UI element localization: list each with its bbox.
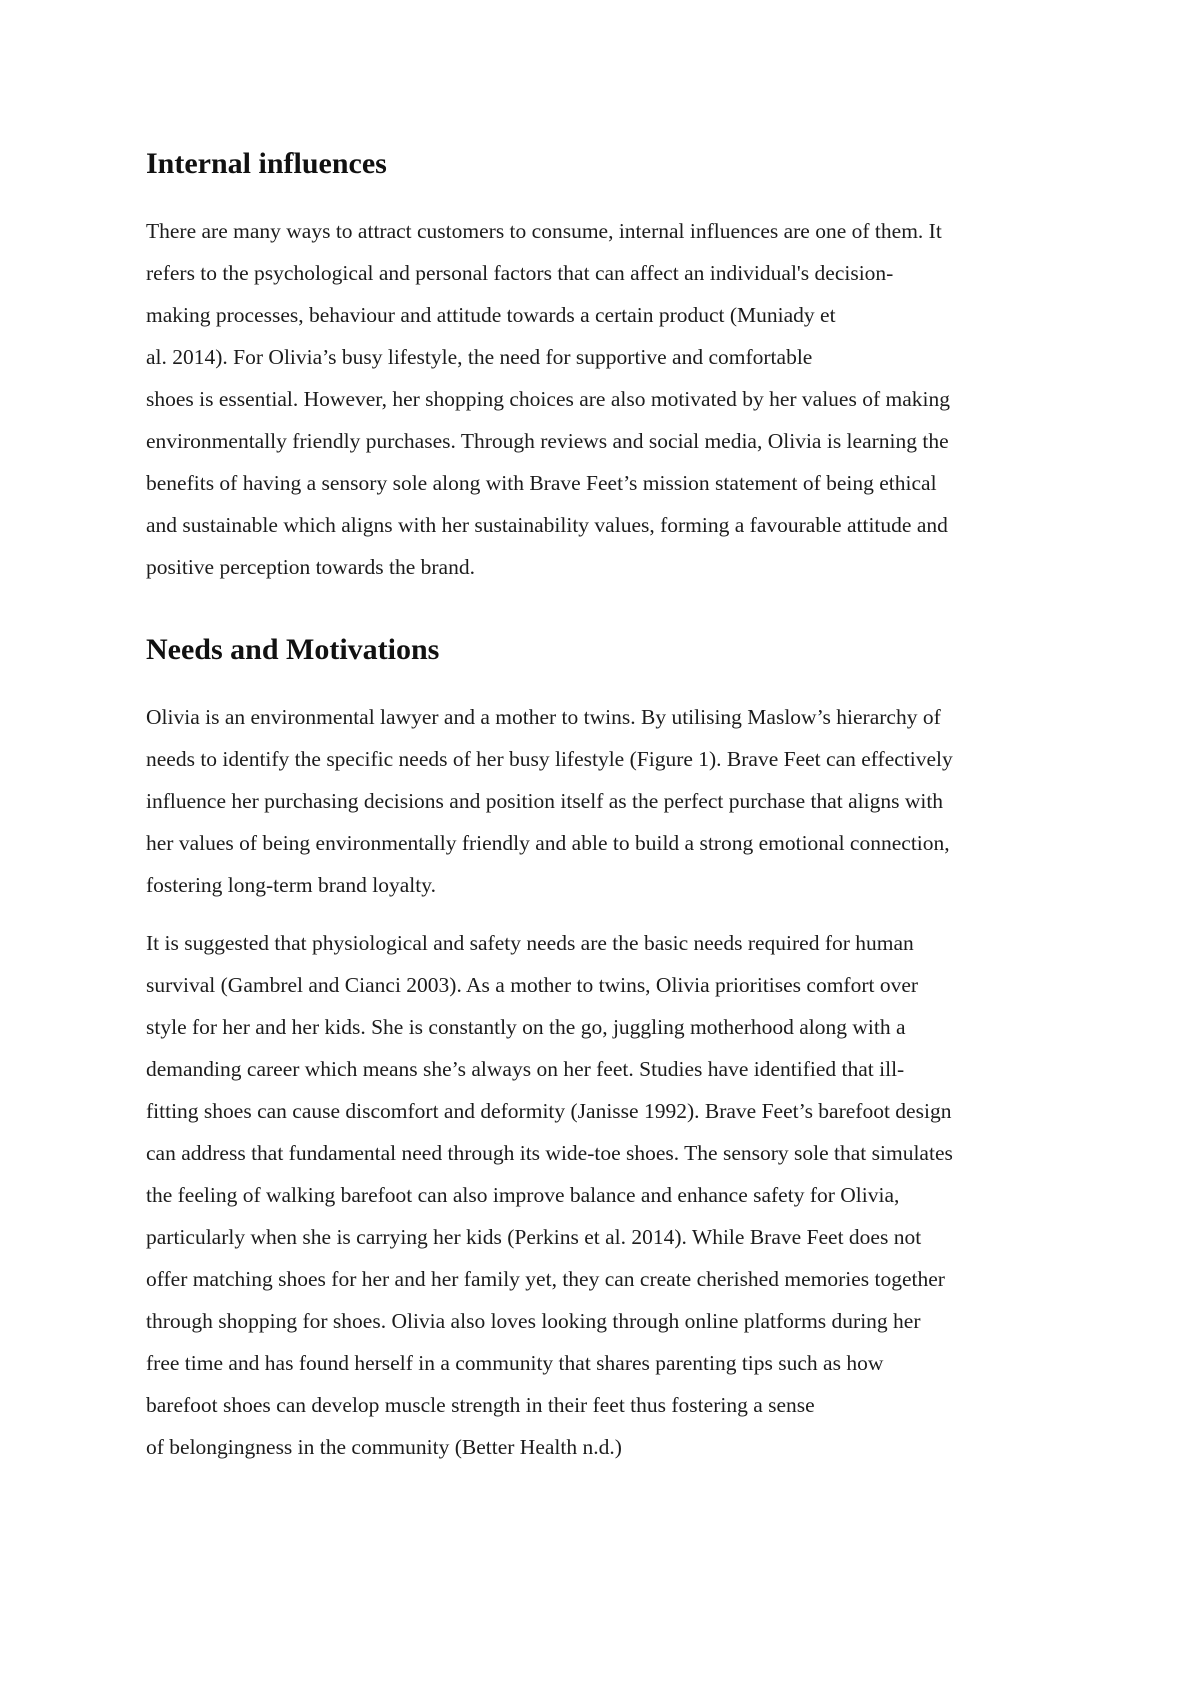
text-line: survival (Gambrel and Cianci 2003). As a mother to twins, Olivia prioritises comfort over xyxy=(146,973,919,997)
text-line: environmentally friendly purchases. Through reviews and social media, Olivia is learning the xyxy=(146,429,949,453)
text-line: positive perception towards the brand. xyxy=(146,555,475,579)
text-line: benefits of having a sensory sole along with Brave Feet’s mission statement of being ethical xyxy=(146,471,937,495)
text-line: demanding career which means she’s always on her feet. Studies have identified that ill- xyxy=(146,1057,905,1081)
text-line: It is suggested that physiological and safety needs are the basic needs required for human xyxy=(146,931,914,955)
text-line: barefoot shoes can develop muscle strength in their feet thus fostering a sense xyxy=(146,1393,815,1417)
text-line: free time and has found herself in a community that shares parenting tips such as how xyxy=(146,1351,884,1375)
text-line: through shopping for shoes. Olivia also loves looking through online platforms during her xyxy=(146,1309,921,1333)
paragraph-needs-intro xyxy=(146,696,1076,906)
text-line: particularly when she is carrying her kids (Perkins et al. 2014). While Brave Feet does not xyxy=(146,1225,922,1249)
text-line: fostering long-term brand loyalty. xyxy=(146,873,436,897)
text-line: and sustainable which aligns with her sustainability values, forming a favourable attitude and xyxy=(146,513,948,537)
document-body xyxy=(146,144,1076,1468)
text-line: offer matching shoes for her and her family yet, they can create cherished memories together xyxy=(146,1267,945,1291)
text-line: fitting shoes can cause discomfort and deformity (Janisse 1992). Brave Feet’s barefoot design xyxy=(146,1099,952,1123)
text-line: needs to identify the specific needs of her busy lifestyle (Figure 1). Brave Feet can effectively xyxy=(146,747,953,771)
text-line: the feeling of walking barefoot can also improve balance and enhance safety for Olivia, xyxy=(146,1183,900,1207)
paragraph-spacer xyxy=(146,906,1076,922)
text-line: Olivia is an environmental lawyer and a mother to twins. By utilising Maslow’s hierarchy of xyxy=(146,705,941,729)
text-line: her values of being environmentally friendly and able to build a strong emotional connection, xyxy=(146,831,950,855)
paragraph-physiological-safety-needs xyxy=(146,922,1076,1468)
text-line: al. 2014). For Olivia’s busy lifestyle, the need for supportive and comfortable xyxy=(146,345,813,369)
text-line: making processes, behaviour and attitude towards a certain product (Muniady et xyxy=(146,303,836,327)
text-line: shoes is essential. However, her shopping choices are also motivated by her values of making xyxy=(146,387,950,411)
text-line: of belongingness in the community (Better Health n.d.) xyxy=(146,1435,622,1459)
heading-needs-and-motivations: Needs and Motivations xyxy=(146,633,440,666)
text-line: can address that fundamental need through its wide-toe shoes. The sensory sole that simulates xyxy=(146,1141,953,1165)
paragraph-internal-influences xyxy=(146,210,1076,588)
text-line: influence her purchasing decisions and position itself as the perfect purchase that aligns with xyxy=(146,789,944,813)
text-line: style for her and her kids. She is constantly on the go, juggling motherhood along with a xyxy=(146,1015,906,1039)
heading-internal-influences: Internal influences xyxy=(146,147,387,180)
text-line: There are many ways to attract customers to consume, internal influences are one of them. It xyxy=(146,219,942,243)
text-line: refers to the psychological and personal factors that can affect an individual's decision- xyxy=(146,261,894,285)
